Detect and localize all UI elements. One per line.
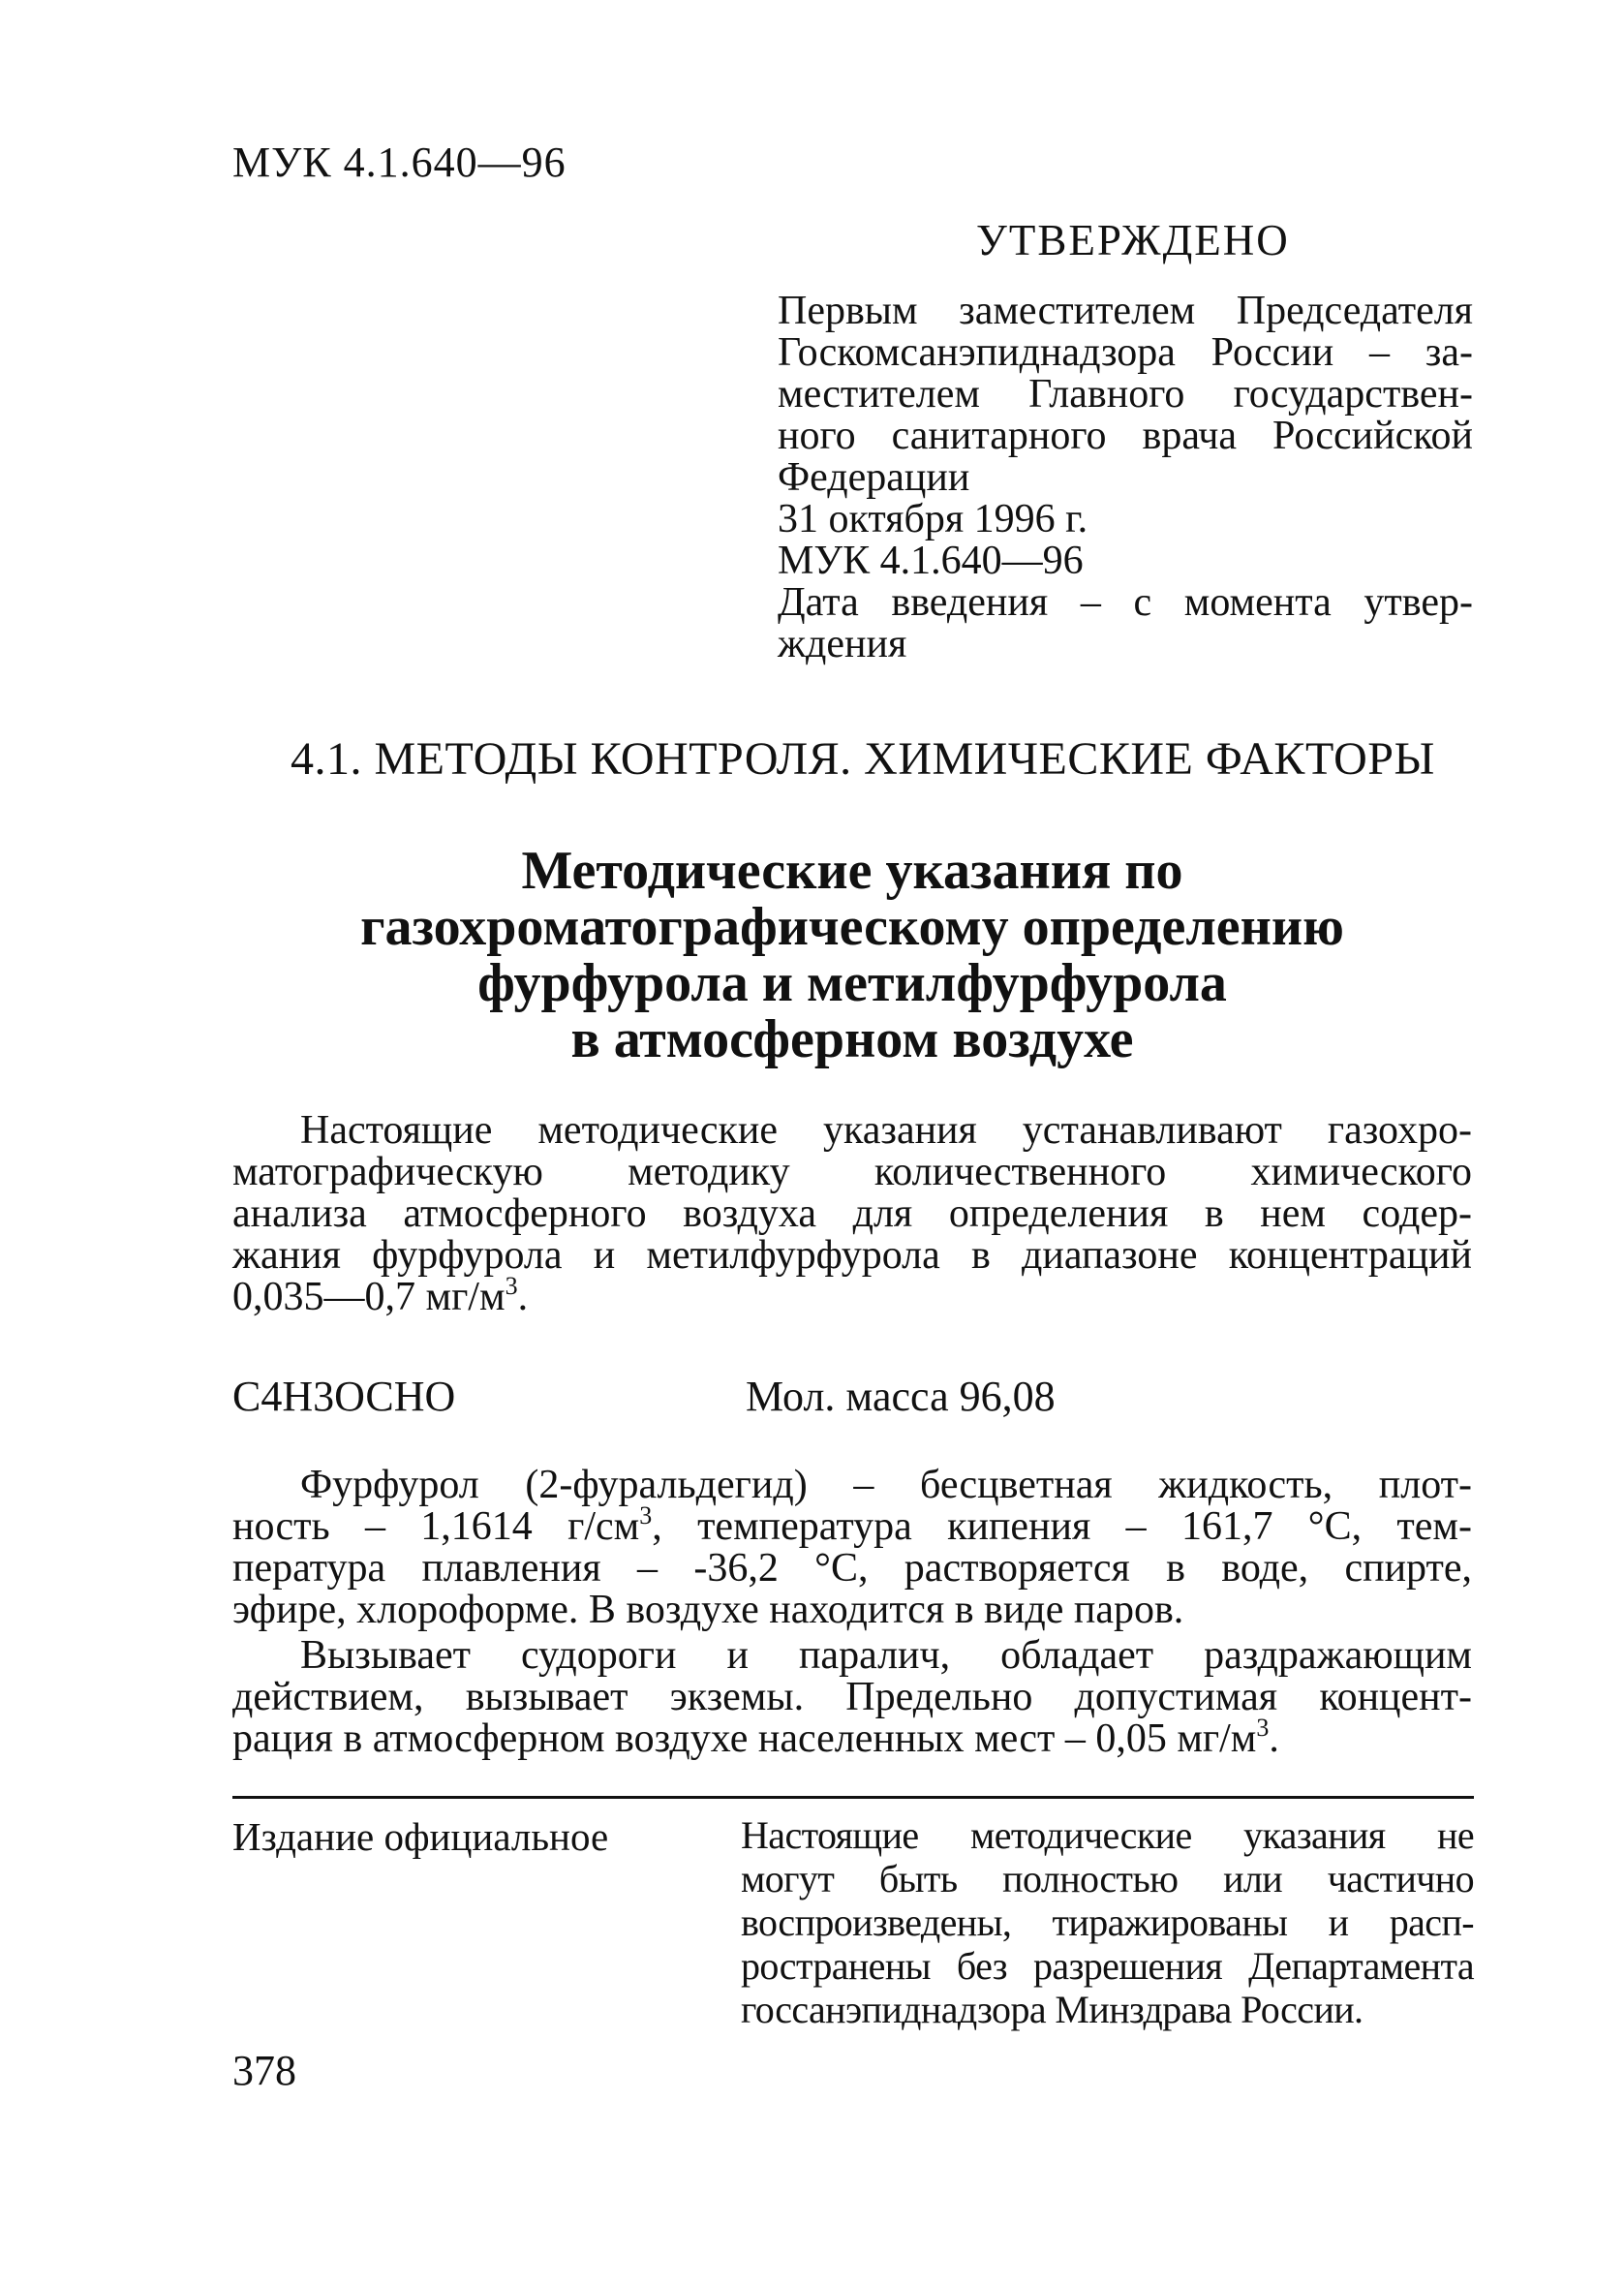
paragraph-line: действием, вызывает экземы. Предельно допустимая концент-: [232, 1675, 1472, 1719]
chemical-formula: С4Н3ОСНО: [232, 1373, 456, 1420]
approval-doc-code: МУК 4.1.640—96: [778, 539, 1084, 583]
approval-line: ного санитарного врача Российской: [778, 414, 1473, 458]
paragraph-line: пература плавления – -36,2 °С, растворяется в воде, спирте,: [232, 1546, 1472, 1591]
paragraph-line: [232, 1272, 1472, 1319]
paragraph-line: Фурфурол (2-фуральдегид) – бесцветная жидкость, плот-: [300, 1463, 1472, 1507]
document-title: [232, 843, 1472, 1067]
intro-paragraph: [232, 1110, 1472, 1318]
approval-line: Федерации: [778, 455, 970, 500]
superscript: 3: [1256, 1714, 1270, 1742]
notice-line: воспроизведены, тиражированы и расп-: [741, 1901, 1474, 1944]
paragraph-line: анализа атмосферного воздуха для определения в нем содер-: [232, 1191, 1472, 1236]
punctuation: .: [517, 1275, 529, 1319]
superscript: 3: [505, 1272, 518, 1300]
approval-line: ждения: [778, 622, 907, 666]
paragraph-line: эфире, хлороформе. В воздухе находится в виде паров.: [232, 1588, 1184, 1632]
superscript: 3: [639, 1501, 653, 1530]
title-line: в атмосферном воздухе: [570, 1009, 1134, 1069]
section-heading: 4.1. МЕТОДЫ КОНТРОЛЯ. ХИМИЧЕСКИЕ ФАКТОРЫ: [291, 733, 1435, 785]
approval-line: Госкомсанэпиднадзора России – за-: [778, 330, 1473, 375]
edition-label: Издание официальное: [232, 1814, 609, 1859]
paragraph-line: матографическую методику количественного химического: [232, 1150, 1472, 1194]
paragraph-line: [232, 1714, 1472, 1761]
paragraph-line: Настоящие методические указания устанавливают газохро-: [300, 1108, 1472, 1153]
concentration-range: 0,035—0,7 мг/м: [232, 1275, 506, 1319]
approval-heading: УТВЕРЖДЕНО: [976, 216, 1290, 264]
document-code: МУК 4.1.640—96: [232, 139, 567, 186]
notice-line: ространены без разрешения Департамента: [741, 1944, 1474, 1988]
punctuation: .: [1269, 1716, 1279, 1761]
notice-line: могут быть полностью или частично: [741, 1857, 1474, 1901]
copyright-notice: [741, 1813, 1474, 2031]
paragraph-line: жания фурфурола и метилфурфурола в диапазоне концентраций: [232, 1233, 1472, 1278]
approval-line: Первым заместителем Председателя: [778, 289, 1473, 333]
molar-mass: Мол. масса 96,08: [746, 1373, 1056, 1420]
approval-line: Дата введения – с момента утвер-: [778, 580, 1473, 625]
properties-paragraph: [232, 1465, 1472, 1631]
title-line: фурфурола и метилфурфурола: [477, 953, 1227, 1013]
page-number: 378: [232, 2047, 296, 2094]
approval-line: местителем Главного государствен-: [778, 372, 1473, 417]
paragraph-line: [232, 1501, 1472, 1549]
notice-line: госсанэпиднадзора Минздрава России.: [741, 1988, 1364, 2031]
toxicity-paragraph: [232, 1635, 1472, 1760]
footer-divider: [232, 1796, 1474, 1799]
approval-date: 31 октября 1996 г.: [778, 497, 1088, 541]
approval-block: [778, 291, 1473, 665]
title-line: газохроматографическому определению: [360, 897, 1344, 957]
density-text: ность – 1,1614 г/см: [232, 1504, 640, 1549]
notice-line: Настоящие методические указания не: [741, 1813, 1474, 1857]
paragraph-line: Вызывает судороги и паралич, обладает раздражающим: [300, 1633, 1472, 1678]
boiling-point-text: , температура кипения – 161,7 °С, тем-: [652, 1504, 1472, 1549]
mac-text: рация в атмосферном воздухе населенных мест – 0,05 мг/м: [232, 1716, 1257, 1761]
title-line: Методические указания по: [521, 841, 1183, 901]
